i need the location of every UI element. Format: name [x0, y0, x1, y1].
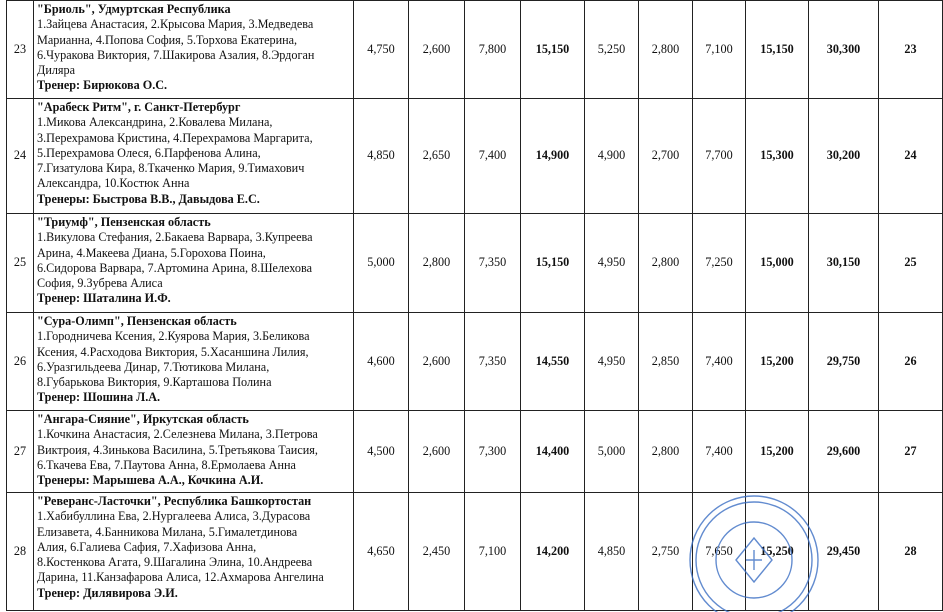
score-cell: 7,100: [693, 1, 746, 99]
team-members: 1.Кочкина Анастасия, 2.Селезнева Милана, 3.Петрова Виктроия, 4.Зинькова Василина, 5.Третьякова Таисия, 6.Ткачева Ева, 7.Паутова Анна, 8.Ермолаева Анна: [37, 427, 318, 472]
score-cell: 15,150: [521, 214, 585, 313]
score-cell: 7,350: [465, 313, 521, 411]
team-members: 1.Викулова Стефания, 2.Бакаева Варвара, 3.Купреева Арина, 4.Макеева Диана, 5.Горохова Поина, 6.Сидорова Варвара, 7.Артомина Арина, 8.Шелехова София, 9.Зубрева Алиса: [37, 230, 313, 291]
score-cell: 30,300: [809, 1, 879, 99]
start-number-cell: 27: [7, 411, 34, 493]
team-name: "Реверанс-Ласточки", Республика Башкортостан: [37, 494, 312, 508]
score-cell: 30,150: [809, 214, 879, 313]
place-cell: 24: [879, 99, 943, 214]
place-cell: 26: [879, 313, 943, 411]
score-cell: 15,250: [746, 493, 809, 611]
table-row: [7, 99, 943, 214]
coach-line: Тренеры: Быстрова В.В., Давыдова Е.С.: [37, 191, 260, 206]
score-cell: 2,650: [409, 99, 465, 214]
place-cell: 25: [879, 214, 943, 313]
table-row: [7, 1, 943, 99]
score-cell: 4,900: [585, 99, 639, 214]
team-cell: [34, 214, 354, 313]
score-cell: 15,150: [521, 1, 585, 99]
results-table: [6, 0, 943, 611]
team-cell: [34, 411, 354, 493]
score-cell: 5,000: [354, 214, 409, 313]
score-cell: 4,950: [585, 313, 639, 411]
score-cell: 2,700: [639, 99, 693, 214]
coach-line: Тренер: Бирюкова О.С.: [37, 78, 168, 93]
score-cell: 15,000: [746, 214, 809, 313]
score-cell: 7,100: [465, 493, 521, 611]
score-cell: 2,600: [409, 411, 465, 493]
score-cell: 29,600: [809, 411, 879, 493]
place-cell: 23: [879, 1, 943, 99]
team-members: 1.Зайцева Анастасия, 2.Крысова Мария, 3.Медведева Марианна, 4.Попова София, 5.Торхова Екатерина, 6.Чуракова Виктория, 7.Шакирова Азалия, 8.Эрдоган Диляра: [37, 17, 315, 78]
score-cell: 14,550: [521, 313, 585, 411]
table-row: [7, 214, 943, 313]
score-cell: 2,800: [409, 214, 465, 313]
score-cell: 2,750: [639, 493, 693, 611]
start-number-cell: 28: [7, 493, 34, 611]
score-cell: 2,800: [639, 1, 693, 99]
table-row: [7, 411, 943, 493]
team-members: 1.Микова Александрина, 2.Ковалева Милана, 3.Перехрамова Кристина, 4.Перехрамова Маргарита, 5.Перехрамова Олеся, 6.Парфенова Алина, 7.Гизатулова Кира, 8.Ткаченко Мария, 9.Тимахович Александра, 10.Костюк Анна: [37, 115, 313, 191]
score-cell: 4,600: [354, 313, 409, 411]
score-cell: 4,850: [585, 493, 639, 611]
score-cell: 4,650: [354, 493, 409, 611]
score-cell: 15,200: [746, 313, 809, 411]
start-number-cell: 26: [7, 313, 34, 411]
team-members: 1.Хабибуллина Ева, 2.Нургалеева Алиса, 3.Дурасова Елизавета, 4.Банникова Милана, 5.Гималетдинова Алия, 6.Галиева Сафия, 7.Хафизова Анна, 8.Костенкова Агата, 9.Шагалина Элина, 10.Андреева Дарина, 11.Канзафарова Алиса, 12.Ахмарова Ангелина: [37, 509, 324, 585]
team-cell: [34, 99, 354, 214]
score-cell: 7,400: [693, 313, 746, 411]
score-cell: 2,600: [409, 1, 465, 99]
team-cell: [34, 493, 354, 611]
score-cell: 7,800: [465, 1, 521, 99]
team-name: "Сура-Олимп", Пензенская область: [37, 314, 237, 328]
coach-line: Тренер: Шошина Л.А.: [37, 390, 161, 405]
place-cell: 28: [879, 493, 943, 611]
score-cell: 7,400: [465, 99, 521, 214]
score-cell: 7,350: [465, 214, 521, 313]
score-cell: 15,300: [746, 99, 809, 214]
score-cell: 15,150: [746, 1, 809, 99]
score-cell: 5,250: [585, 1, 639, 99]
team-name: "Арабеск Ритм", г. Санкт-Петербург: [37, 100, 241, 114]
score-cell: 15,200: [746, 411, 809, 493]
score-cell: 2,450: [409, 493, 465, 611]
score-cell: 7,300: [465, 411, 521, 493]
score-cell: 4,750: [354, 1, 409, 99]
team-cell: [34, 1, 354, 99]
table-row: [7, 313, 943, 411]
score-cell: 4,850: [354, 99, 409, 214]
team-name: "Триумф", Пензенская область: [37, 215, 211, 229]
coach-line: Тренеры: Марышева А.А., Кочкина А.И.: [37, 473, 264, 488]
start-number-cell: 23: [7, 1, 34, 99]
team-members: 1.Городничева Ксения, 2.Куярова Мария, 3.Беликова Ксения, 4.Расходова Виктория, 5.Хасаншина Лилия, 6.Уразгильдеева Динар, 7.Тютикова Милана, 8.Губарькова Виктория, 9.Карташова Полина: [37, 329, 310, 390]
score-cell: 2,600: [409, 313, 465, 411]
team-cell: [34, 313, 354, 411]
start-number-cell: 24: [7, 99, 34, 214]
score-cell: 7,250: [693, 214, 746, 313]
coach-line: Тренер: Дилявирова Э.И.: [37, 585, 178, 600]
score-cell: 7,700: [693, 99, 746, 214]
score-cell: 7,400: [693, 411, 746, 493]
score-cell: 4,950: [585, 214, 639, 313]
table-row: [7, 493, 943, 611]
score-cell: 5,000: [585, 411, 639, 493]
score-cell: 30,200: [809, 99, 879, 214]
score-cell: 2,800: [639, 411, 693, 493]
coach-line: Тренер: Шаталина И.Ф.: [37, 291, 171, 306]
score-cell: 4,500: [354, 411, 409, 493]
score-cell: 14,400: [521, 411, 585, 493]
start-number-cell: 25: [7, 214, 34, 313]
score-cell: 29,750: [809, 313, 879, 411]
score-cell: 14,200: [521, 493, 585, 611]
score-cell: 29,450: [809, 493, 879, 611]
place-cell: 27: [879, 411, 943, 493]
score-cell: 7,650: [693, 493, 746, 611]
team-name: "Бриоль", Удмуртская Республика: [37, 2, 231, 16]
score-cell: 2,800: [639, 214, 693, 313]
score-cell: 14,900: [521, 99, 585, 214]
score-cell: 2,850: [639, 313, 693, 411]
team-name: "Ангара-Сияние", Иркутская область: [37, 412, 249, 426]
